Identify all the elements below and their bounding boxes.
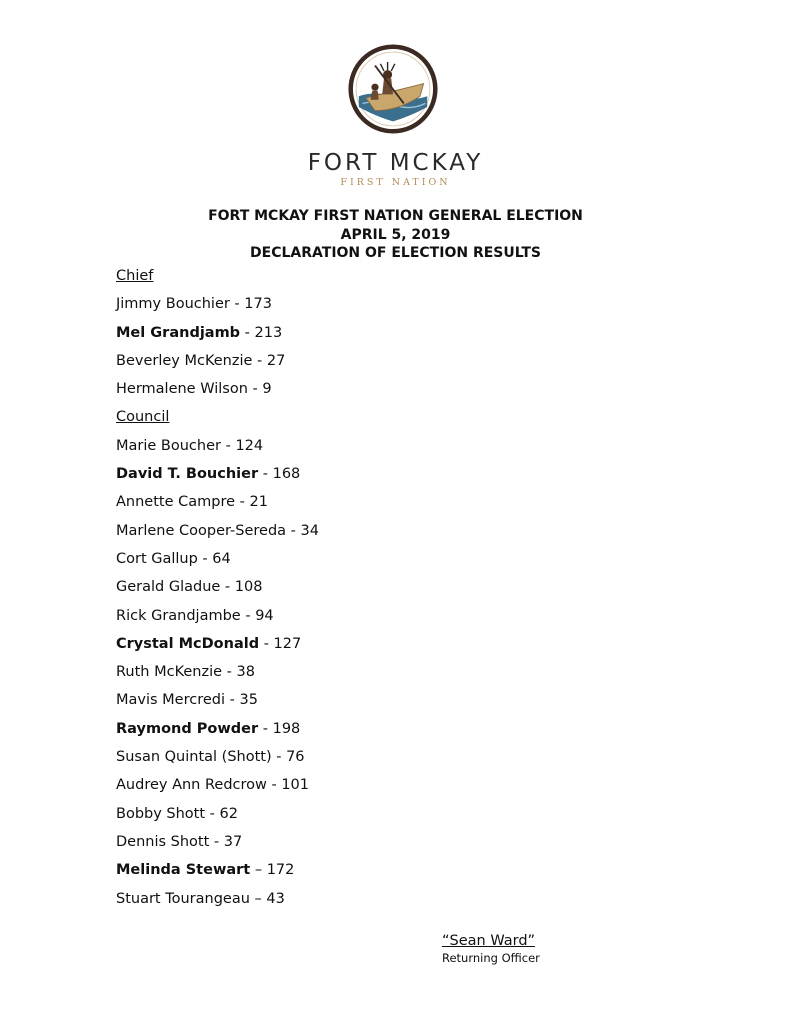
separator: - (286, 522, 301, 539)
separator: - (197, 550, 213, 567)
candidate-name: Susan Quintal (Shott) (116, 749, 272, 766)
separator: - (205, 805, 220, 822)
candidate-name: Mel Grandjamb (116, 324, 241, 341)
vote-count: 173 (244, 296, 272, 313)
candidate-name: Gerald Gladue (116, 579, 221, 596)
separator: - (220, 437, 236, 454)
vote-count: 62 (219, 805, 238, 822)
separator: - (240, 324, 255, 341)
chief-candidate-list (116, 290, 319, 403)
vote-count: 43 (266, 890, 285, 907)
vote-count: 172 (266, 862, 295, 879)
candidate-row (116, 319, 319, 347)
title-line-date: APRIL 5, 2019 (340, 226, 451, 243)
candidate-name: Mavis Mercredi (116, 692, 226, 709)
candidate-row (116, 715, 319, 743)
candidate-name: Dennis Shott (116, 833, 210, 850)
separator: - (209, 833, 224, 850)
separator: - (252, 352, 267, 369)
candidate-name: Annette Campre (116, 494, 236, 511)
vote-count: 21 (249, 494, 268, 511)
candidate-row (116, 602, 319, 630)
separator: - (229, 296, 245, 313)
vote-count: 76 (286, 749, 305, 766)
vote-count: 124 (235, 437, 264, 454)
vote-count: 108 (234, 579, 263, 596)
vote-count: 168 (272, 466, 301, 483)
candidate-row (116, 432, 319, 460)
separator: - (240, 607, 256, 624)
candidate-row (116, 800, 319, 828)
separator: - (258, 720, 273, 737)
candidate-row (116, 460, 319, 488)
candidate-row (116, 856, 319, 884)
signature-block (442, 932, 540, 966)
document-title (0, 207, 791, 263)
vote-count: 27 (266, 352, 286, 369)
separator: - (220, 579, 235, 596)
candidate-row (116, 290, 319, 318)
candidate-name: Stuart Tourangeau (116, 890, 250, 907)
vote-count: 127 (273, 635, 302, 652)
candidate-name: David T. Bouchier (116, 466, 259, 483)
vote-count: 101 (281, 777, 310, 794)
separator: – (249, 890, 267, 907)
candidate-row (116, 686, 319, 714)
vote-count: 34 (300, 522, 319, 539)
separator: - (247, 381, 263, 398)
candidate-name: Raymond Powder (116, 720, 259, 737)
candidate-name: Ruth McKenzie (116, 664, 223, 681)
candidate-row (116, 658, 319, 686)
candidate-row (116, 573, 319, 601)
council-candidate-list (116, 432, 319, 913)
candidate-name: Beverley McKenzie (116, 352, 253, 369)
candidate-name: Hermalene Wilson (116, 381, 248, 398)
candidate-name: Melinda Stewart (116, 862, 251, 879)
vote-count: 37 (223, 833, 243, 850)
brand-subtitle: FIRST NATION (340, 177, 451, 188)
canoe-emblem-icon (348, 44, 438, 134)
candidate-name: Marie Boucher (116, 437, 221, 454)
vote-count: 35 (239, 692, 258, 709)
separator: - (266, 777, 282, 794)
separator: - (235, 494, 250, 511)
candidate-name: Bobby Shott (116, 805, 206, 822)
candidate-row (116, 828, 319, 856)
council-heading: Council (116, 409, 170, 426)
returning-officer-name: “Sean Ward” (442, 933, 536, 949)
candidate-name: Marlene Cooper-Sereda (116, 522, 287, 539)
candidate-name: Jimmy Bouchier (116, 296, 230, 313)
candidate-row (116, 347, 319, 375)
separator: – (250, 862, 267, 879)
candidate-name: Cort Gallup (116, 550, 198, 567)
title-line-declaration: DECLARATION OF ELECTION RESULTS (250, 245, 541, 261)
brand-name: FORT MCKAY (307, 150, 484, 176)
candidate-row (116, 488, 319, 516)
candidate-row (116, 545, 319, 573)
vote-count: 64 (212, 550, 231, 567)
candidate-name: Audrey Ann Redcrow (116, 777, 267, 794)
candidate-row (116, 375, 319, 403)
election-results (116, 262, 319, 913)
separator: - (225, 692, 240, 709)
vote-count: 94 (255, 607, 274, 624)
vote-count: 213 (254, 324, 283, 341)
chief-heading: Chief (116, 268, 154, 284)
candidate-name: Rick Grandjambe (116, 607, 241, 624)
vote-count: 198 (272, 720, 301, 737)
vote-count: 38 (236, 664, 255, 681)
candidate-row (116, 630, 319, 658)
separator: - (222, 664, 237, 681)
candidate-name: Crystal McDonald (116, 635, 260, 652)
returning-officer-title: Returning Officer (442, 951, 540, 965)
separator: - (259, 635, 274, 652)
title-line-election: FORT MCKAY FIRST NATION GENERAL ELECTION (208, 208, 583, 224)
candidate-row (116, 885, 319, 913)
separator: - (258, 466, 273, 483)
separator: - (271, 749, 287, 766)
candidate-row (116, 743, 319, 771)
candidate-row (116, 517, 319, 545)
vote-count: 9 (262, 381, 272, 398)
candidate-row (116, 771, 319, 799)
